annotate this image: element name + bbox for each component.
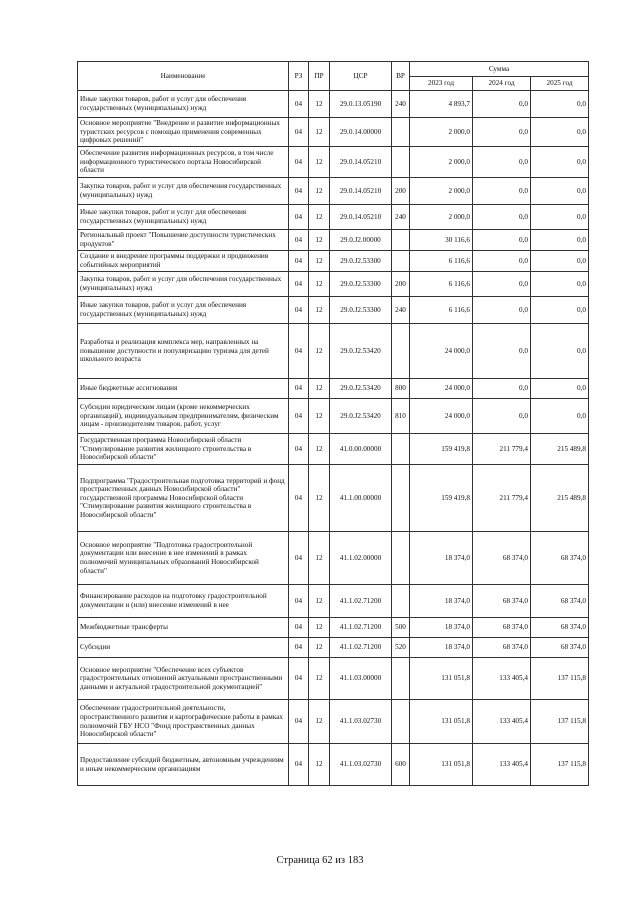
row-pr: 12 [309, 532, 330, 585]
table-row [78, 379, 589, 399]
row-vr [392, 230, 410, 251]
row-pr: 12 [309, 118, 330, 147]
row-rz: 04 [289, 205, 309, 230]
row-rz: 04 [289, 147, 309, 178]
row-vr: 200 [392, 178, 410, 205]
row-sum-2025: 0,0 [531, 118, 589, 147]
row-sum-2024: 0,0 [473, 178, 531, 205]
row-name: Создание и внедрение программы поддержки и продвижения событийных мероприятий [78, 251, 289, 272]
row-vr: 600 [392, 744, 410, 786]
table-body [78, 91, 589, 786]
row-sum-2025: 68 374,0 [531, 618, 589, 638]
row-sum-2024: 133 405,4 [473, 700, 531, 744]
row-csr: 29.0.J2.53420 [330, 399, 392, 434]
row-sum-2024: 0,0 [473, 230, 531, 251]
row-csr: 41.1.02.00000 [330, 532, 392, 585]
row-sum-2025: 0,0 [531, 272, 589, 297]
row-name: Иные закупки товаров, работ и услуг для обеспечения государственных (муниципальных) нужд [78, 91, 289, 118]
row-sum-2023: 18 374,0 [410, 638, 473, 658]
row-name: Обеспечение развития информационных ресурсов, в том числе информационного туристического портала Новосибирской области [78, 147, 289, 178]
row-name: Финансирование расходов на подготовку градостроительной документации и (или) внесение изменений в нее [78, 585, 289, 618]
row-sum-2024: 0,0 [473, 147, 531, 178]
row-sum-2023: 131 051,8 [410, 744, 473, 786]
row-sum-2023: 6 116,6 [410, 297, 473, 324]
row-csr: 41.1.02.71200 [330, 618, 392, 638]
row-name: Основное мероприятие "Внедрение и развитие информационных туристских ресурсов с помощью применения современных цифровых решений" [78, 118, 289, 147]
row-name: Иные закупки товаров, работ и услуг для обеспечения государственных (муниципальных) нужд [78, 205, 289, 230]
row-pr: 12 [309, 251, 330, 272]
row-sum-2024: 0,0 [473, 297, 531, 324]
row-pr: 12 [309, 230, 330, 251]
row-name: Закупка товаров, работ и услуг для обеспечения государственных (муниципальных) нужд [78, 272, 289, 297]
row-pr: 12 [309, 434, 330, 465]
row-name: Подпрограмма "Градостроительная подготовка территорий и фонд пространственных данных Новосибирской области" государственной программы Новосибирской области "Стимулирование развития жилищного строительства в Новосибирской области" [78, 465, 289, 532]
table-row [78, 272, 589, 297]
row-csr: 29.0.J2.53300 [330, 251, 392, 272]
table-row [78, 434, 589, 465]
row-rz: 04 [289, 434, 309, 465]
table-row [78, 465, 589, 532]
row-vr: 240 [392, 205, 410, 230]
row-sum-2025: 68 374,0 [531, 532, 589, 585]
row-sum-2023: 18 374,0 [410, 618, 473, 638]
row-sum-2023: 159 419,8 [410, 434, 473, 465]
row-sum-2023: 2 000,0 [410, 205, 473, 230]
row-csr: 29.0.14.00000 [330, 118, 392, 147]
row-sum-2023: 18 374,0 [410, 585, 473, 618]
row-rz: 04 [289, 532, 309, 585]
row-sum-2024: 0,0 [473, 379, 531, 399]
row-pr: 12 [309, 91, 330, 118]
row-rz: 04 [289, 272, 309, 297]
table-row [78, 700, 589, 744]
row-vr: 520 [392, 638, 410, 658]
row-sum-2024: 68 374,0 [473, 618, 531, 638]
row-name: Субсидии [78, 638, 289, 658]
row-csr: 41.1.03.00000 [330, 658, 392, 700]
row-name: Закупка товаров, работ и услуг для обеспечения государственных (муниципальных) нужд [78, 178, 289, 205]
row-sum-2025: 215 489,8 [531, 434, 589, 465]
table-row [78, 91, 589, 118]
row-pr: 12 [309, 324, 330, 379]
header-rz: РЗ [289, 62, 309, 91]
row-rz: 04 [289, 638, 309, 658]
row-csr: 29.0.14.05210 [330, 178, 392, 205]
row-pr: 12 [309, 147, 330, 178]
row-sum-2023: 2 000,0 [410, 178, 473, 205]
row-sum-2025: 0,0 [531, 147, 589, 178]
row-vr: 200 [392, 272, 410, 297]
row-sum-2024: 133 405,4 [473, 658, 531, 700]
row-sum-2025: 0,0 [531, 297, 589, 324]
row-name: Предоставление субсидий бюджетным, автономным учреждениям и иным некоммерческим организациям [78, 744, 289, 786]
row-sum-2023: 4 893,7 [410, 91, 473, 118]
row-sum-2023: 131 051,8 [410, 700, 473, 744]
row-vr: 240 [392, 91, 410, 118]
row-csr: 29.0.14.05210 [330, 147, 392, 178]
row-vr [392, 658, 410, 700]
row-sum-2024: 0,0 [473, 399, 531, 434]
row-csr: 41.1.03.02730 [330, 700, 392, 744]
header-name: Наименование [78, 62, 289, 91]
row-sum-2023: 24 000,0 [410, 379, 473, 399]
row-sum-2025: 0,0 [531, 251, 589, 272]
row-name: Иные закупки товаров, работ и услуг для обеспечения государственных (муниципальных) нужд [78, 297, 289, 324]
row-csr: 41.0.00.00000 [330, 434, 392, 465]
row-pr: 12 [309, 297, 330, 324]
row-csr: 41.1.03.02730 [330, 744, 392, 786]
row-rz: 04 [289, 465, 309, 532]
row-name: Разработка и реализация комплекса мер, направленных на повышение доступности и популяризацию туризма для детей школьного возраста [78, 324, 289, 379]
row-rz: 04 [289, 118, 309, 147]
row-rz: 04 [289, 230, 309, 251]
row-sum-2025: 137 115,8 [531, 658, 589, 700]
row-vr [392, 700, 410, 744]
table-row [78, 618, 589, 638]
row-vr [392, 532, 410, 585]
row-rz: 04 [289, 324, 309, 379]
row-csr: 29.0.J2.53300 [330, 297, 392, 324]
row-rz: 04 [289, 178, 309, 205]
row-pr: 12 [309, 465, 330, 532]
row-sum-2023: 2 000,0 [410, 147, 473, 178]
row-sum-2025: 0,0 [531, 399, 589, 434]
row-sum-2024: 0,0 [473, 91, 531, 118]
row-vr [392, 585, 410, 618]
row-pr: 12 [309, 618, 330, 638]
row-sum-2024: 133 405,4 [473, 744, 531, 786]
row-name: Обеспечение градостроительной деятельности, пространственного развития и картографические работы в рамках полномочий ГБУ НСО "Фонд пространственных данных Новосибирской области" [78, 700, 289, 744]
table-row [78, 744, 589, 786]
row-csr: 29.0.J2.53300 [330, 272, 392, 297]
budget-table [77, 61, 589, 786]
row-name: Основное мероприятие "Обеспечение всех субъектов градостроительных отношений актуальными пространственными данными и актуальной градостроительной документацией" [78, 658, 289, 700]
row-sum-2025: 137 115,8 [531, 744, 589, 786]
row-name: Региональный проект "Повышение доступности туристических продуктов" [78, 230, 289, 251]
row-sum-2025: 137 115,8 [531, 700, 589, 744]
row-pr: 12 [309, 585, 330, 618]
row-sum-2023: 18 374,0 [410, 532, 473, 585]
row-csr: 29.0.J2.53420 [330, 324, 392, 379]
row-vr [392, 434, 410, 465]
table-row [78, 230, 589, 251]
row-sum-2023: 24 000,0 [410, 324, 473, 379]
row-pr: 12 [309, 178, 330, 205]
row-sum-2024: 68 374,0 [473, 532, 531, 585]
row-sum-2025: 0,0 [531, 230, 589, 251]
table-row [78, 178, 589, 205]
row-pr: 12 [309, 658, 330, 700]
row-rz: 04 [289, 91, 309, 118]
header-pr: ПР [309, 62, 330, 91]
row-rz: 04 [289, 379, 309, 399]
row-csr: 29.0.13.05190 [330, 91, 392, 118]
row-sum-2025: 215 489,8 [531, 465, 589, 532]
row-name: Основное мероприятие "Подготовка градостроительной документации или внесение в нее изменений в рамках полномочий муниципальных образований Новосибирской области" [78, 532, 289, 585]
row-name: Иные бюджетные ассигнования [78, 379, 289, 399]
row-sum-2025: 0,0 [531, 91, 589, 118]
row-sum-2023: 2 000,0 [410, 118, 473, 147]
row-csr: 41.1.00.00000 [330, 465, 392, 532]
row-sum-2023: 159 419,8 [410, 465, 473, 532]
row-csr: 29.0.14.05210 [330, 205, 392, 230]
row-sum-2025: 0,0 [531, 178, 589, 205]
page-number: Страница 62 из 183 [276, 855, 364, 866]
table-row [78, 658, 589, 700]
row-rz: 04 [289, 585, 309, 618]
row-vr [392, 324, 410, 379]
row-csr: 29.0.J2.00000 [330, 230, 392, 251]
row-name: Государственная программа Новосибирской области "Стимулирование развития жилищного строительства в Новосибирской области" [78, 434, 289, 465]
row-pr: 12 [309, 205, 330, 230]
row-sum-2023: 131 051,8 [410, 658, 473, 700]
row-vr [392, 147, 410, 178]
table-row [78, 118, 589, 147]
row-pr: 12 [309, 272, 330, 297]
row-sum-2023: 30 116,6 [410, 230, 473, 251]
table-row [78, 532, 589, 585]
row-rz: 04 [289, 744, 309, 786]
row-sum-2024: 0,0 [473, 205, 531, 230]
row-vr: 810 [392, 399, 410, 434]
row-rz: 04 [289, 658, 309, 700]
header-year-2025: 2025 год [531, 77, 589, 91]
row-rz: 04 [289, 618, 309, 638]
row-vr [392, 251, 410, 272]
row-name: Межбюджетные трансферты [78, 618, 289, 638]
header-csr: ЦСР [330, 62, 392, 91]
table-row [78, 638, 589, 658]
row-name: Субсидии юридическим лицам (кроме некоммерческих организаций), индивидуальным предпринимателям, физическим лицам - производителям товаров, работ, услуг [78, 399, 289, 434]
table-row [78, 147, 589, 178]
table-row [78, 399, 589, 434]
row-pr: 12 [309, 379, 330, 399]
row-vr: 240 [392, 297, 410, 324]
table-row [78, 205, 589, 230]
row-pr: 12 [309, 638, 330, 658]
row-pr: 12 [309, 700, 330, 744]
row-sum-2024: 211 779,4 [473, 465, 531, 532]
row-csr: 41.1.02.71200 [330, 585, 392, 618]
row-vr: 500 [392, 618, 410, 638]
table-row [78, 585, 589, 618]
header-year-2024: 2024 год [473, 77, 531, 91]
row-vr [392, 465, 410, 532]
row-rz: 04 [289, 251, 309, 272]
row-sum-2024: 68 374,0 [473, 638, 531, 658]
row-sum-2025: 68 374,0 [531, 638, 589, 658]
row-sum-2025: 0,0 [531, 379, 589, 399]
row-vr [392, 118, 410, 147]
row-sum-2025: 68 374,0 [531, 585, 589, 618]
row-sum-2024: 211 779,4 [473, 434, 531, 465]
row-sum-2024: 0,0 [473, 272, 531, 297]
table-row [78, 324, 589, 379]
table-row [78, 251, 589, 272]
header-year-2023: 2023 год [410, 77, 473, 91]
row-sum-2024: 0,0 [473, 251, 531, 272]
row-rz: 04 [289, 399, 309, 434]
row-rz: 04 [289, 700, 309, 744]
row-sum-2024: 68 374,0 [473, 585, 531, 618]
row-rz: 04 [289, 297, 309, 324]
row-vr: 800 [392, 379, 410, 399]
header-vr: ВР [392, 62, 410, 91]
row-sum-2025: 0,0 [531, 324, 589, 379]
header-sum: Сумма [410, 62, 589, 77]
row-pr: 12 [309, 399, 330, 434]
table-row [78, 297, 589, 324]
row-csr: 41.1.02.71200 [330, 638, 392, 658]
row-sum-2025: 0,0 [531, 205, 589, 230]
row-sum-2023: 24 000,0 [410, 399, 473, 434]
row-pr: 12 [309, 744, 330, 786]
row-sum-2023: 6 116,6 [410, 272, 473, 297]
row-csr: 29.0.J2.53420 [330, 379, 392, 399]
row-sum-2024: 0,0 [473, 118, 531, 147]
row-sum-2024: 0,0 [473, 324, 531, 379]
row-sum-2023: 6 116,6 [410, 251, 473, 272]
